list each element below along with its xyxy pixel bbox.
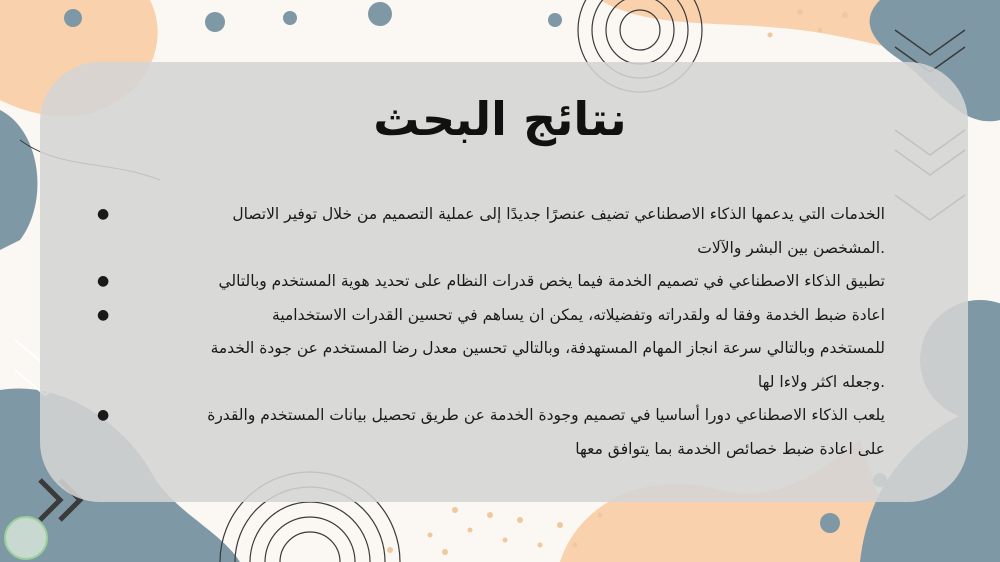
bullet-icon: ●: [97, 273, 110, 289]
slide-title: نتائج البحث: [373, 92, 627, 146]
list-item: ● الخدمات التي يدعمها الذكاء الاصطناعي تضيف عنصرًا جديدًا إلى عملية التصميم من خلال توفير الاتصال: [125, 198, 885, 232]
list-item: على اعادة ضبط خصائص الخدمة بما يتوافق معها: [575, 439, 885, 458]
list-item: .وجعله اكثر ولاءا لها: [757, 372, 885, 391]
bullet-icon: ●: [97, 206, 110, 222]
list-item: .المشخصن بين البشر والآلات: [697, 238, 885, 257]
list-item: للمستخدم وبالتالي سرعة انجاز المهام المستهدفة، وبالتالي تحسين معدل رضا المستخدم عن جودة الخدمة: [210, 339, 885, 357]
bullet-icon: ●: [97, 306, 110, 323]
list-item: ● اعادة ضبط الخدمة وفقا له ولقدراته وتفضيلاته، يمكن ان يساهم في تحسين القدرات الاستخدامية: [125, 299, 885, 333]
bullet-list: [97, 198, 885, 466]
logo-badge: [4, 516, 48, 560]
bullet-icon: ●: [97, 407, 110, 423]
list-item: ● يلعب الذكاء الاصطناعي دورا أساسيا في تصميم وجودة الخدمة عن طريق تحصيل بيانات المستخدم والقدرة: [125, 399, 885, 433]
list-item: ● تطبيق الذكاء الاصطناعي في تصميم الخدمة فيما يخص قدرات النظام على تحديد هوية المستخدم وبالتالي: [125, 265, 885, 299]
